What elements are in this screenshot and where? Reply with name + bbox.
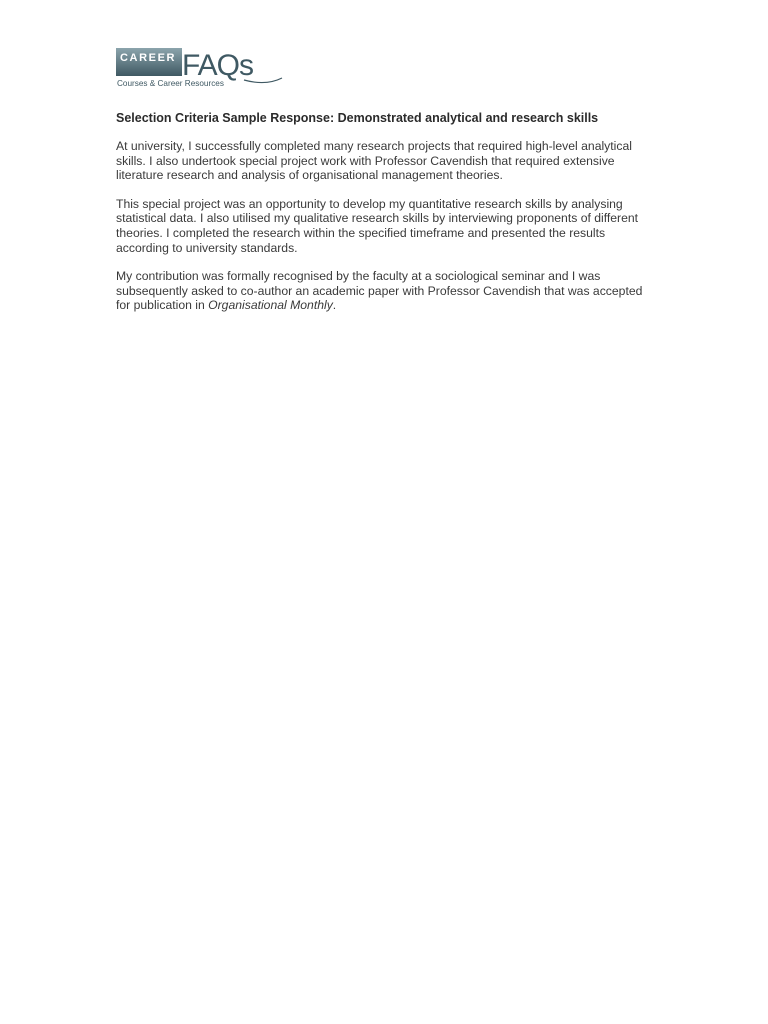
publication-name: Organisational Monthly bbox=[208, 298, 333, 313]
paragraph-3-end: . bbox=[332, 298, 337, 313]
paragraph-3 bbox=[116, 269, 656, 313]
paragraph-3-text: My contribution was formally recognised by the faculty at a sociological seminar and I was subsequently asked to co-author an academic paper with Professor Cavendish that was accepted for publication in bbox=[116, 269, 643, 313]
paragraph-1: At university, I successfully completed many research projects that required high-level analytical skills. I also undertook special project work with Professor Cavendish that required extensive literature research and analysis of organisational management theories. bbox=[116, 139, 632, 183]
logo-career-text: CAREER bbox=[120, 52, 177, 64]
document-title: Selection Criteria Sample Response: Demonstrated analytical and research skills bbox=[116, 111, 599, 125]
document-body bbox=[116, 110, 656, 327]
paragraph-2: This special project was an opportunity to develop my quantitative research skills by analysing statistical data. I also utilised my qualitative research skills by interviewing proponents of different theories. I completed the research within the specified timeframe and presented the results according to university standards. bbox=[116, 196, 639, 255]
logo-tagline: Courses & Career Resources bbox=[117, 79, 224, 88]
careerfaqs-logo bbox=[116, 46, 286, 90]
logo-faqs-text: FAQs bbox=[182, 49, 254, 82]
